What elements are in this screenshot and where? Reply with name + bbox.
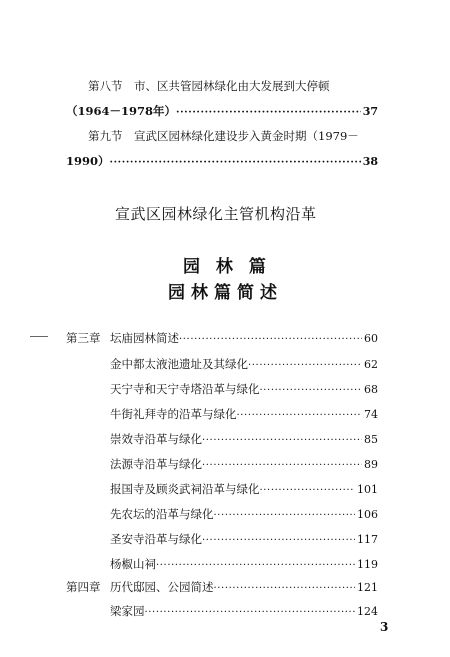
margin-mark: [30, 336, 48, 337]
dot-leader: [110, 155, 361, 171]
toc-chapter: 第三章: [66, 331, 101, 345]
dot-leader: [156, 558, 355, 574]
section-9-title: 第九节 宣武区园林绿化建设步入黄金时期（1979－: [88, 129, 359, 143]
toc-title: 坛庙园林简述: [110, 331, 179, 345]
history-heading: 宣武区园林绿化主管机构沿革: [115, 205, 317, 223]
dot-leader: [214, 508, 356, 524]
dot-leader: [202, 533, 355, 549]
dot-leader: [237, 408, 363, 424]
dot-leader: [260, 383, 363, 399]
toc-chapter: 第四章: [66, 580, 101, 594]
toc-page: 101: [357, 483, 378, 496]
toc-row: [66, 603, 378, 621]
dot-leader: [176, 105, 361, 121]
section-8-toc-line: [66, 103, 378, 121]
section-8-years: （1964－1978年）: [66, 104, 177, 118]
dot-leader: [202, 433, 362, 449]
toc-title: 先农坛的沿革与绿化: [110, 507, 214, 521]
toc-row: [66, 556, 378, 574]
part-heading: 园 林 篇: [183, 257, 271, 277]
toc-row: [66, 431, 378, 449]
toc-page: 119: [357, 558, 378, 571]
toc-page: 60: [364, 332, 378, 345]
dot-leader: [214, 581, 356, 597]
toc-title: 法源寺沿革与绿化: [110, 457, 202, 471]
toc-page: 89: [364, 458, 378, 471]
overview-heading: 园林篇简述: [168, 283, 283, 303]
toc-page: 68: [364, 383, 378, 396]
toc-page: 74: [364, 408, 378, 421]
toc-page: 121: [357, 581, 378, 594]
toc-page: 62: [364, 358, 378, 371]
section-8-page: 37: [362, 105, 378, 118]
dot-leader: [260, 483, 356, 499]
toc-row: [66, 406, 378, 424]
toc-title: 天宁寺和天宁寺塔沿革与绿化: [110, 382, 260, 396]
toc-page: 117: [357, 533, 378, 546]
toc-row: [66, 579, 378, 597]
dot-leader: [179, 332, 362, 348]
section-9-years: 1990）: [66, 154, 110, 168]
toc-title: 报国寺及顾炎武祠沿革与绿化: [110, 482, 260, 496]
section-9-toc-line: [66, 153, 378, 171]
toc-page: 124: [357, 605, 378, 618]
toc-row: [66, 356, 378, 374]
toc-page: 85: [364, 433, 378, 446]
toc-row: [66, 381, 378, 399]
toc-title: 崇效寺沿革与绿化: [110, 432, 202, 446]
toc-title: 金中都太液池遗址及其绿化: [110, 357, 248, 371]
toc-title: 梁家园: [110, 604, 145, 618]
toc-title: 历代邸园、公园简述: [110, 580, 214, 594]
toc-title: 圣安寺沿革与绿化: [110, 532, 202, 546]
toc-title: 牛街礼拜寺的沿革与绿化: [110, 407, 237, 421]
toc-row: [66, 456, 378, 474]
dot-leader: [202, 458, 362, 474]
section-9-page: 38: [362, 155, 378, 168]
section-8-title: 第八节 市、区共管园林绿化由大发展到大停顿: [88, 79, 330, 93]
toc-row: [66, 330, 378, 348]
toc-row: [66, 506, 378, 524]
toc-row: [66, 531, 378, 549]
page-number: 3: [380, 620, 389, 634]
dot-leader: [145, 605, 356, 621]
toc-page: 106: [357, 508, 378, 521]
dot-leader: [248, 358, 362, 374]
toc-row: [66, 481, 378, 499]
toc-title: 杨椒山祠: [110, 557, 156, 571]
